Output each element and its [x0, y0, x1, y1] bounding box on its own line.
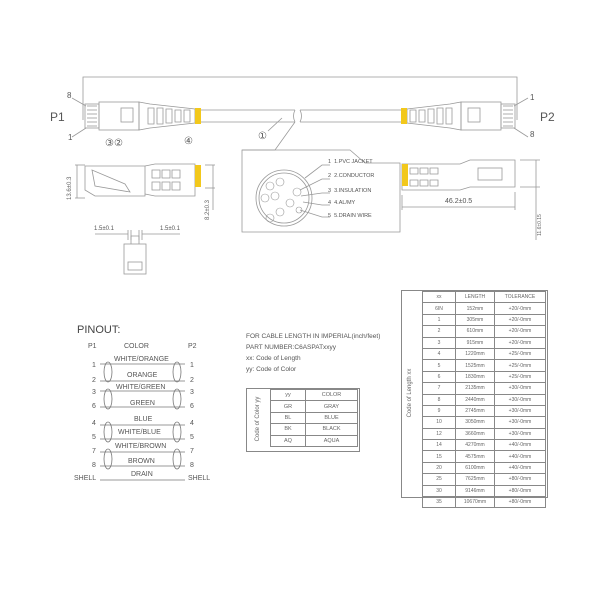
table-row [423, 337, 546, 348]
table-cell: +80/-0mm [495, 474, 546, 485]
note-line: FOR CABLE LENGTH IN IMPERIAL(inch/feet) [246, 333, 381, 340]
pin-label-bottom-left: 1 [68, 133, 73, 142]
pin-p1: 4 [92, 420, 96, 427]
table-row [423, 360, 546, 371]
table-row [271, 401, 358, 412]
table-cell: +40/-0mm [495, 462, 546, 473]
callout-1: ① [258, 131, 267, 142]
pin-p1: 7 [92, 448, 96, 455]
note-line: yy: Code of Color [246, 366, 297, 373]
cs-item: 3 3.INSULATION [328, 188, 372, 194]
table-header-cell: LENGTH [456, 292, 495, 303]
table-row [423, 451, 546, 462]
table-cell: 25 [423, 474, 456, 485]
callout-4: ④ [184, 136, 193, 147]
table-cell: +30/-0mm [495, 417, 546, 428]
table-cell: 3050mm [456, 417, 495, 428]
pin-color: GREEN [130, 400, 155, 407]
pin-p1: 5 [92, 434, 96, 441]
table-cell: 610mm [456, 326, 495, 337]
table-cell: GR [271, 401, 306, 412]
pin-p2: 7 [190, 448, 194, 455]
table-cell: 30 [423, 485, 456, 496]
dim-boot-height: 8.2±0.3 [205, 200, 211, 220]
table-row [271, 424, 358, 435]
boot-band-side-left [195, 165, 201, 187]
table-cell: +20/-0mm [495, 326, 546, 337]
table-cell: BLUE [306, 412, 358, 423]
table-cell: +30/-0mm [495, 405, 546, 416]
table-cell: 14 [423, 440, 456, 451]
table-cell: 2 [423, 326, 456, 337]
shell-p2: SHELL [188, 475, 211, 482]
table-header-row [423, 292, 546, 303]
table-row [271, 435, 358, 446]
table-cell: 2440mm [456, 394, 495, 405]
callout-3-2: ③② [105, 138, 123, 149]
table-cell: +20/-0mm [495, 303, 546, 314]
table-cell: BK [271, 424, 306, 435]
pin-p2: 2 [190, 377, 194, 384]
table-cell: +80/-0mm [495, 485, 546, 496]
table-row [423, 462, 546, 473]
boot-band-side-right [402, 164, 408, 186]
table-cell: 6 [423, 371, 456, 382]
table-cell: +25/-0mm [495, 348, 546, 359]
table-row [423, 428, 546, 439]
table-cell: 4270mm [456, 440, 495, 451]
pin-p2: 4 [190, 420, 194, 427]
table-row [423, 497, 546, 508]
pin-color: WHITE/ORANGE [114, 356, 169, 363]
table-row [423, 474, 546, 485]
table-header-cell: TOLERANCE [495, 292, 546, 303]
table-cell: GRAY [306, 401, 358, 412]
table-row [423, 383, 546, 394]
table-row [423, 314, 546, 325]
table-row [423, 394, 546, 405]
table-row [423, 348, 546, 359]
pin-color: BROWN [128, 458, 155, 465]
table-cell: 8 [423, 394, 456, 405]
table-cell: BL [271, 412, 306, 423]
pin-label-bottom-right: 8 [530, 130, 535, 139]
table-cell: 152mm [456, 303, 495, 314]
dim-plug-width: 11.6±0.15 [537, 214, 543, 236]
pinout-header-p1: P1 [88, 343, 97, 350]
table-header-cell: xx [423, 292, 456, 303]
note-line: PART NUMBER:C6ASPATxxyy [246, 344, 337, 351]
table-header-cell: yy [271, 390, 306, 401]
table-cell: 7 [423, 383, 456, 394]
pin-p1: 2 [92, 377, 96, 384]
boot-band-left [195, 108, 201, 124]
table-cell: +25/-0mm [495, 360, 546, 371]
table-cell: 1220mm [456, 348, 495, 359]
table-cell: +40/-0mm [495, 451, 546, 462]
pin-p1: 3 [92, 389, 96, 396]
table-cell: 7625mm [456, 474, 495, 485]
pin-color: BLUE [134, 416, 153, 423]
pin-color: WHITE/BROWN [115, 443, 167, 450]
pin-color: WHITE/BLUE [118, 429, 161, 436]
table-cell: 305mm [456, 314, 495, 325]
table-row [423, 405, 546, 416]
table-header-cell: COLOR [306, 390, 358, 401]
table-row [423, 417, 546, 428]
pin-color: ORANGE [127, 372, 158, 379]
label-p1: P1 [50, 110, 65, 124]
pin-label-top-right: 1 [530, 93, 535, 102]
table-cell: 35 [423, 497, 456, 508]
dim-pitch-left: 1.5±0.1 [94, 226, 114, 232]
table-cell: AQUA [306, 435, 358, 446]
cs-item: 4 4.AL/MY [328, 200, 356, 206]
length-table-side-label: Code of Length xx [407, 368, 413, 418]
table-cell: AQ [271, 435, 306, 446]
boot-band-right [401, 108, 407, 124]
table-row [271, 412, 358, 423]
table-cell: 10 [423, 417, 456, 428]
pin-p1: 6 [92, 403, 96, 410]
table-row [423, 440, 546, 451]
table-cell: 3 [423, 337, 456, 348]
dim-plug-height: 13.6±0.3 [67, 176, 73, 200]
table-header-row [271, 390, 358, 401]
dim-plug-length: 46.2±0.5 [445, 198, 473, 205]
table-cell: 6IN [423, 303, 456, 314]
pin-p2: 3 [190, 389, 194, 396]
table-cell: 20 [423, 462, 456, 473]
table-cell: 9 [423, 405, 456, 416]
table-cell: +40/-0mm [495, 440, 546, 451]
cs-item: 5 5.DRAIN WIRE [328, 213, 372, 219]
pin-label-top-left: 8 [67, 91, 72, 100]
table-cell: 3660mm [456, 428, 495, 439]
shell-color: DRAIN [131, 471, 153, 478]
table-cell: 2135mm [456, 383, 495, 394]
table-cell: 10670mm [456, 497, 495, 508]
table-cell: 4575mm [456, 451, 495, 462]
table-cell: +30/-0mm [495, 383, 546, 394]
color-table-side-label: Code of Color yy [255, 396, 261, 442]
dim-pitch-right: 1.5±0.1 [160, 226, 180, 232]
table-cell: +30/-0mm [495, 394, 546, 405]
label-p2: P2 [540, 110, 555, 124]
table-row [423, 485, 546, 496]
table-cell: 1830mm [456, 371, 495, 382]
pin-p2: 6 [190, 403, 194, 410]
color-code-table [270, 389, 358, 447]
note-line: xx: Code of Length [246, 355, 301, 362]
table-cell: BLACK [306, 424, 358, 435]
pin-p2: 1 [190, 362, 194, 369]
pin-p1: 8 [92, 462, 96, 469]
shell-p1: SHELL [74, 475, 97, 482]
table-cell: +25/-0mm [495, 371, 546, 382]
pinout-title: PINOUT: [77, 324, 121, 336]
table-cell: +20/-0mm [495, 314, 546, 325]
cs-item: 2 2.CONDUCTOR [328, 173, 375, 179]
pin-p1: 1 [92, 362, 96, 369]
pinout-header-p2: P2 [188, 343, 197, 350]
table-cell: 12 [423, 428, 456, 439]
pinout-header-color: COLOR [124, 343, 149, 350]
table-cell: 2745mm [456, 405, 495, 416]
length-code-table [422, 291, 546, 508]
table-cell: 1525mm [456, 360, 495, 371]
table-cell: 1 [423, 314, 456, 325]
table-row [423, 303, 546, 314]
table-cell: 4 [423, 348, 456, 359]
table-cell: +30/-0mm [495, 428, 546, 439]
table-cell: 6100mm [456, 462, 495, 473]
table-cell: +20/-0mm [495, 337, 546, 348]
table-row [423, 371, 546, 382]
table-row [423, 326, 546, 337]
table-cell: 915mm [456, 337, 495, 348]
table-cell: 5 [423, 360, 456, 371]
pin-p2: 5 [190, 434, 194, 441]
table-cell: 9146mm [456, 485, 495, 496]
cs-item: 1 1.PVC JACKET [328, 159, 373, 165]
table-cell: 15 [423, 451, 456, 462]
pin-p2: 8 [190, 462, 194, 469]
pin-color: WHITE/GREEN [116, 384, 166, 391]
table-cell: +80/-0mm [495, 497, 546, 508]
